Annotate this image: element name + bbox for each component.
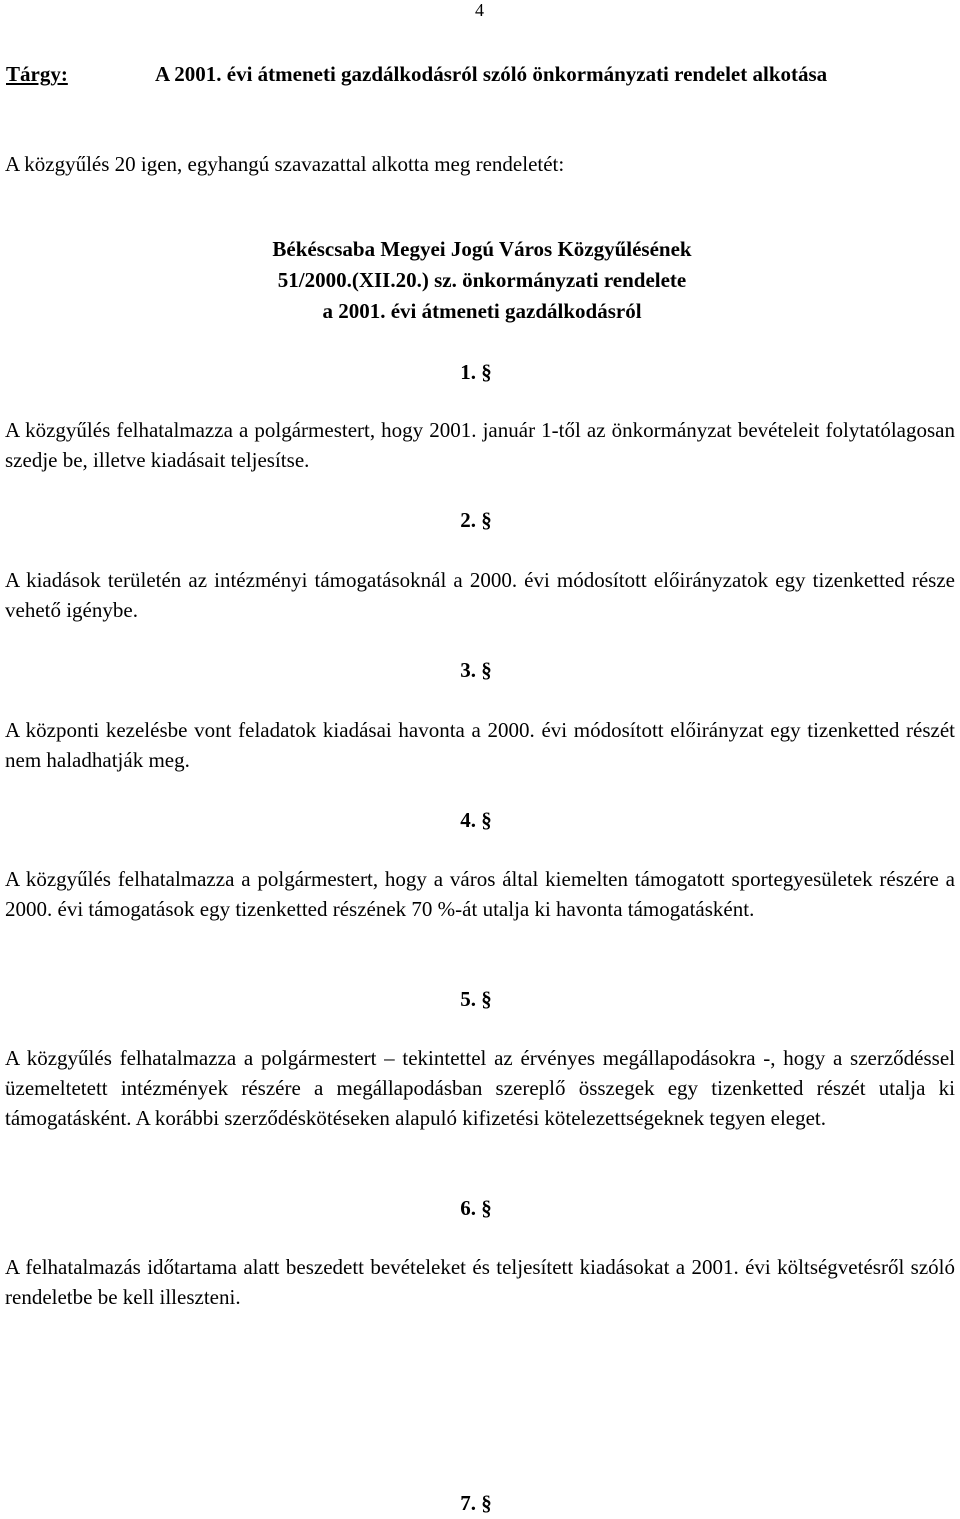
section-paragraph-6: A felhatalmazás időtartama alatt beszedett bevételeket és teljesített kiadásokat a 2001. évi költségvetésről szóló rendeletbe be kell illeszteni.: [5, 1255, 955, 1309]
section-number-5: 5. §: [460, 987, 492, 1011]
section-number-1: 1. §: [460, 360, 492, 384]
section-paragraph-2: A kiadások területén az intézményi támogatásoknál a 2000. évi módosított előirányzatok egy tizenketted része vehető igénybe.: [5, 568, 955, 622]
decree-title: [0, 234, 960, 327]
intro-text: A közgyűlés 20 igen, egyhangú szavazattal alkotta meg rendeletét:: [5, 152, 565, 176]
section-paragraph-5: A közgyűlés felhatalmazza a polgármestert – tekintettel az érvényes megállapodásokra -, hogy a szerződéssel üzemeltetett intézmények részére a megállapodásban szereplő összegek egy tizenketted részét utalja ki támogatásként. A korábbi szerződéskötéseken alapuló kifizetési kötelezettségeknek tegyen eleget.: [5, 1046, 955, 1130]
section-paragraph-3: A központi kezelésbe vont feladatok kiadásai havonta a 2000. évi módosított előirányzat egy tizenketted részét nem haladhatják meg.: [5, 718, 955, 772]
section-text-6: [5, 1252, 955, 1312]
decree-title-line-2: 51/2000.(XII.20.) sz. önkormányzati rendelete: [277, 268, 687, 292]
subject-label: Tárgy:: [6, 62, 68, 86]
section-text-3: [5, 715, 955, 775]
section-number-7: 7. §: [460, 1491, 492, 1515]
section-paragraph-1: A közgyűlés felhatalmazza a polgármestert, hogy 2001. január 1-től az önkormányzat bevételeit folytatólagosan szedje be, illetve kiadásait teljesítse.: [5, 418, 955, 472]
decree-title-line-3: a 2001. évi átmeneti gazdálkodásról: [322, 299, 642, 323]
subject-text: A 2001. évi átmeneti gazdálkodásról szóló önkormányzati rendelet alkotása: [155, 62, 828, 86]
section-text-2: [5, 565, 955, 625]
section-number-3: 3. §: [460, 658, 492, 682]
page-number: 4: [475, 0, 484, 20]
section-text-1: [5, 415, 955, 475]
section-number-6: 6. §: [460, 1196, 492, 1220]
section-text-5: [5, 1043, 955, 1133]
section-text-4: [5, 864, 955, 924]
section-paragraph-4: A közgyűlés felhatalmazza a polgármestert, hogy a város által kiemelten támogatott sportegyesületek részére a 2000. évi támogatások egy tizenketted részének 70 %-át utalja ki havonta támogatásként.: [5, 867, 955, 921]
section-number-4: 4. §: [460, 808, 492, 832]
section-number-2: 2. §: [460, 508, 492, 532]
decree-title-line-1: Békéscsaba Megyei Jogú Város Közgyűlésének: [272, 237, 692, 261]
